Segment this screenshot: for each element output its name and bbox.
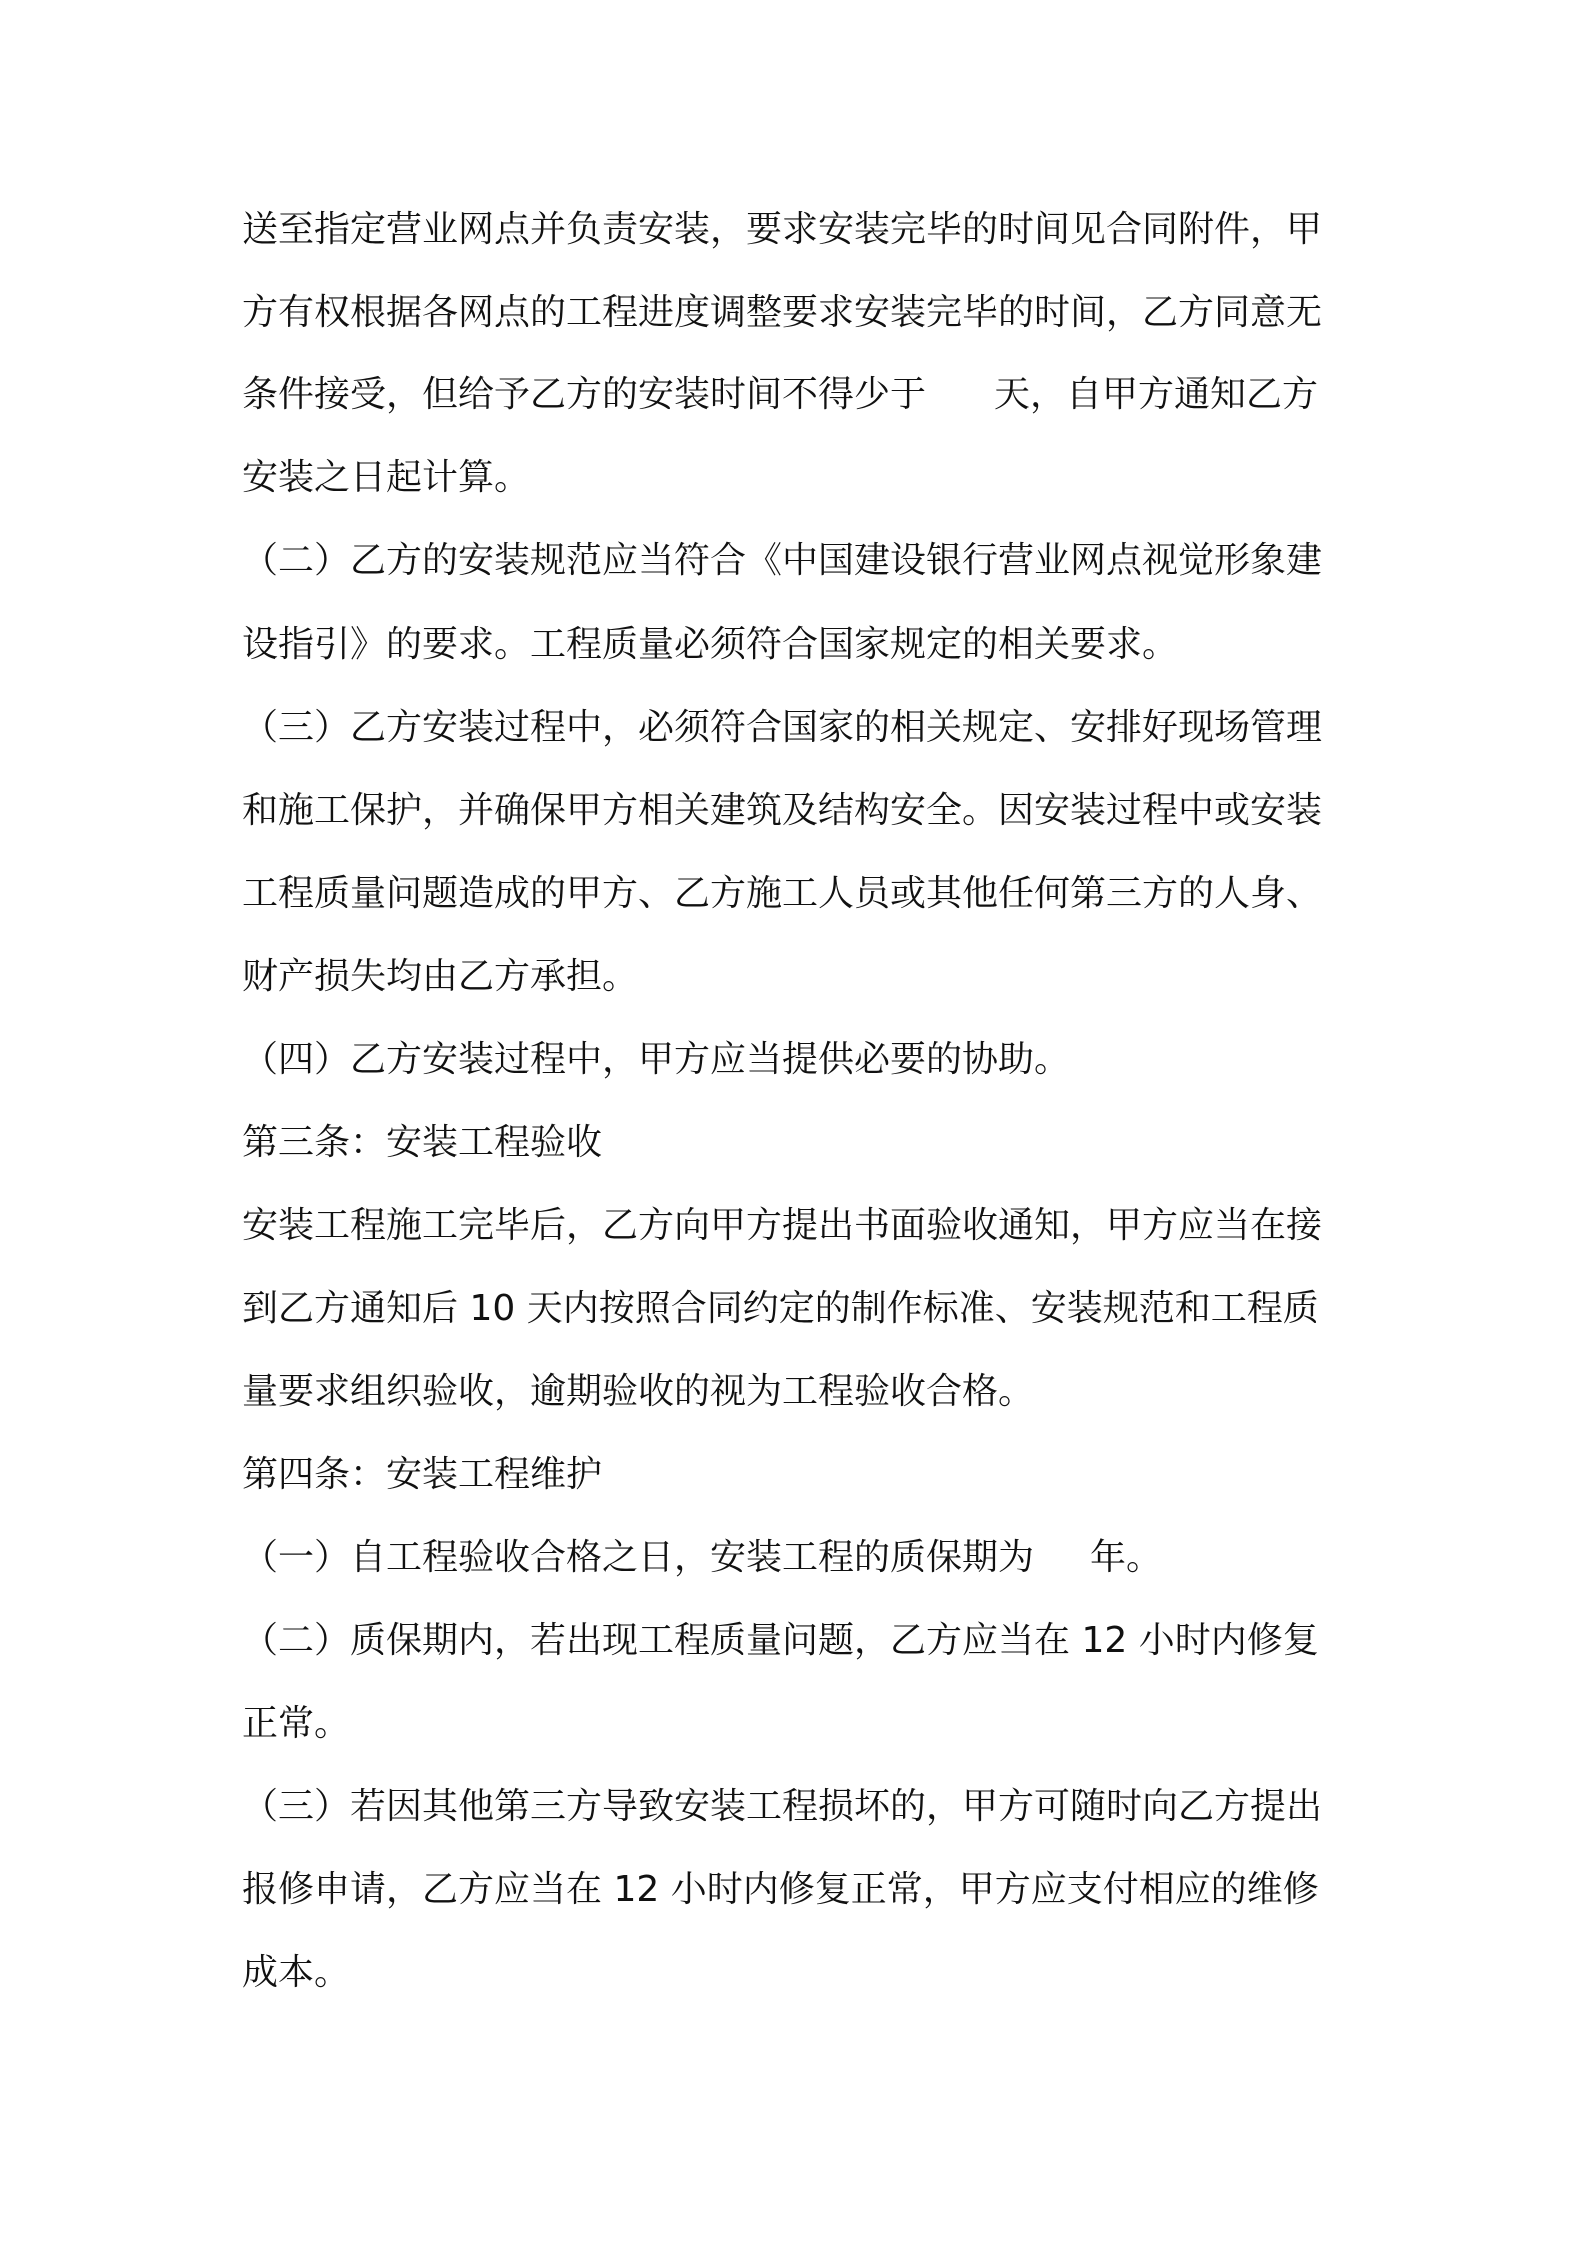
text-line: 安装工程施工完毕后，乙方向甲方提出书面验收通知，甲方应当在接 xyxy=(242,1205,1323,1246)
text-line: 送至指定营业网点并负责安装，要求安装完毕的时间见合同附件，甲 xyxy=(242,209,1323,250)
text-line: 财产损失均由乙方承担。 xyxy=(242,956,639,997)
text-line xyxy=(242,370,1352,420)
section-heading: 第三条：安装工程验收 xyxy=(242,1122,603,1163)
text-line xyxy=(242,1533,1162,1583)
text-line: 和施工保护，并确保甲方相关建筑及结构安全。因安装过程中或安装 xyxy=(242,790,1323,831)
text-line: 安装之日起计算。 xyxy=(242,457,531,498)
text-line: 方有权根据各网点的工程进度调整要求安装完毕的时间，乙方同意无 xyxy=(242,292,1323,333)
text-line: 成本。 xyxy=(242,1952,351,1993)
section-heading: 第四条：安装工程维护 xyxy=(242,1454,603,1495)
text-segment: 年。 xyxy=(1090,1537,1163,1578)
text-segment: 天，自甲方通知乙方 xyxy=(994,374,1319,415)
text-line: 报修申请，乙方应当在 12 小时内修复正常，甲方应支付相应的维修 xyxy=(242,1869,1319,1910)
text-line: （三）乙方安装过程中，必须符合国家的相关规定、安排好现场管理 xyxy=(242,707,1323,748)
text-line: （二）质保期内，若出现工程质量问题，乙方应当在 12 小时内修复 xyxy=(242,1620,1319,1661)
text-line: 量要求组织验收，逾期验收的视为工程验收合格。 xyxy=(242,1371,1035,1412)
text-line: 工程质量问题造成的甲方、乙方施工人员或其他任何第三方的人身、 xyxy=(242,873,1323,914)
text-line: （二）乙方的安装规范应当符合《中国建设银行营业网点视觉形象建 xyxy=(242,540,1323,581)
text-line: （四）乙方安装过程中，甲方应当提供必要的协助。 xyxy=(242,1039,1071,1080)
text-segment: 条件接受，但给予乙方的安装时间不得少于 xyxy=(242,374,927,415)
text-line: 到乙方通知后 10 天内按照合同约定的制作标准、安装规范和工程质 xyxy=(242,1288,1319,1329)
text-line: 正常。 xyxy=(242,1703,351,1744)
text-line: 设指引》的要求。工程质量必须符合国家规定的相关要求。 xyxy=(242,624,1179,665)
text-line: （三）若因其他第三方导致安装工程损坏的，甲方可随时向乙方提出 xyxy=(242,1786,1323,1827)
text-segment: （一）自工程验收合格之日，安装工程的质保期为 xyxy=(242,1537,1035,1578)
